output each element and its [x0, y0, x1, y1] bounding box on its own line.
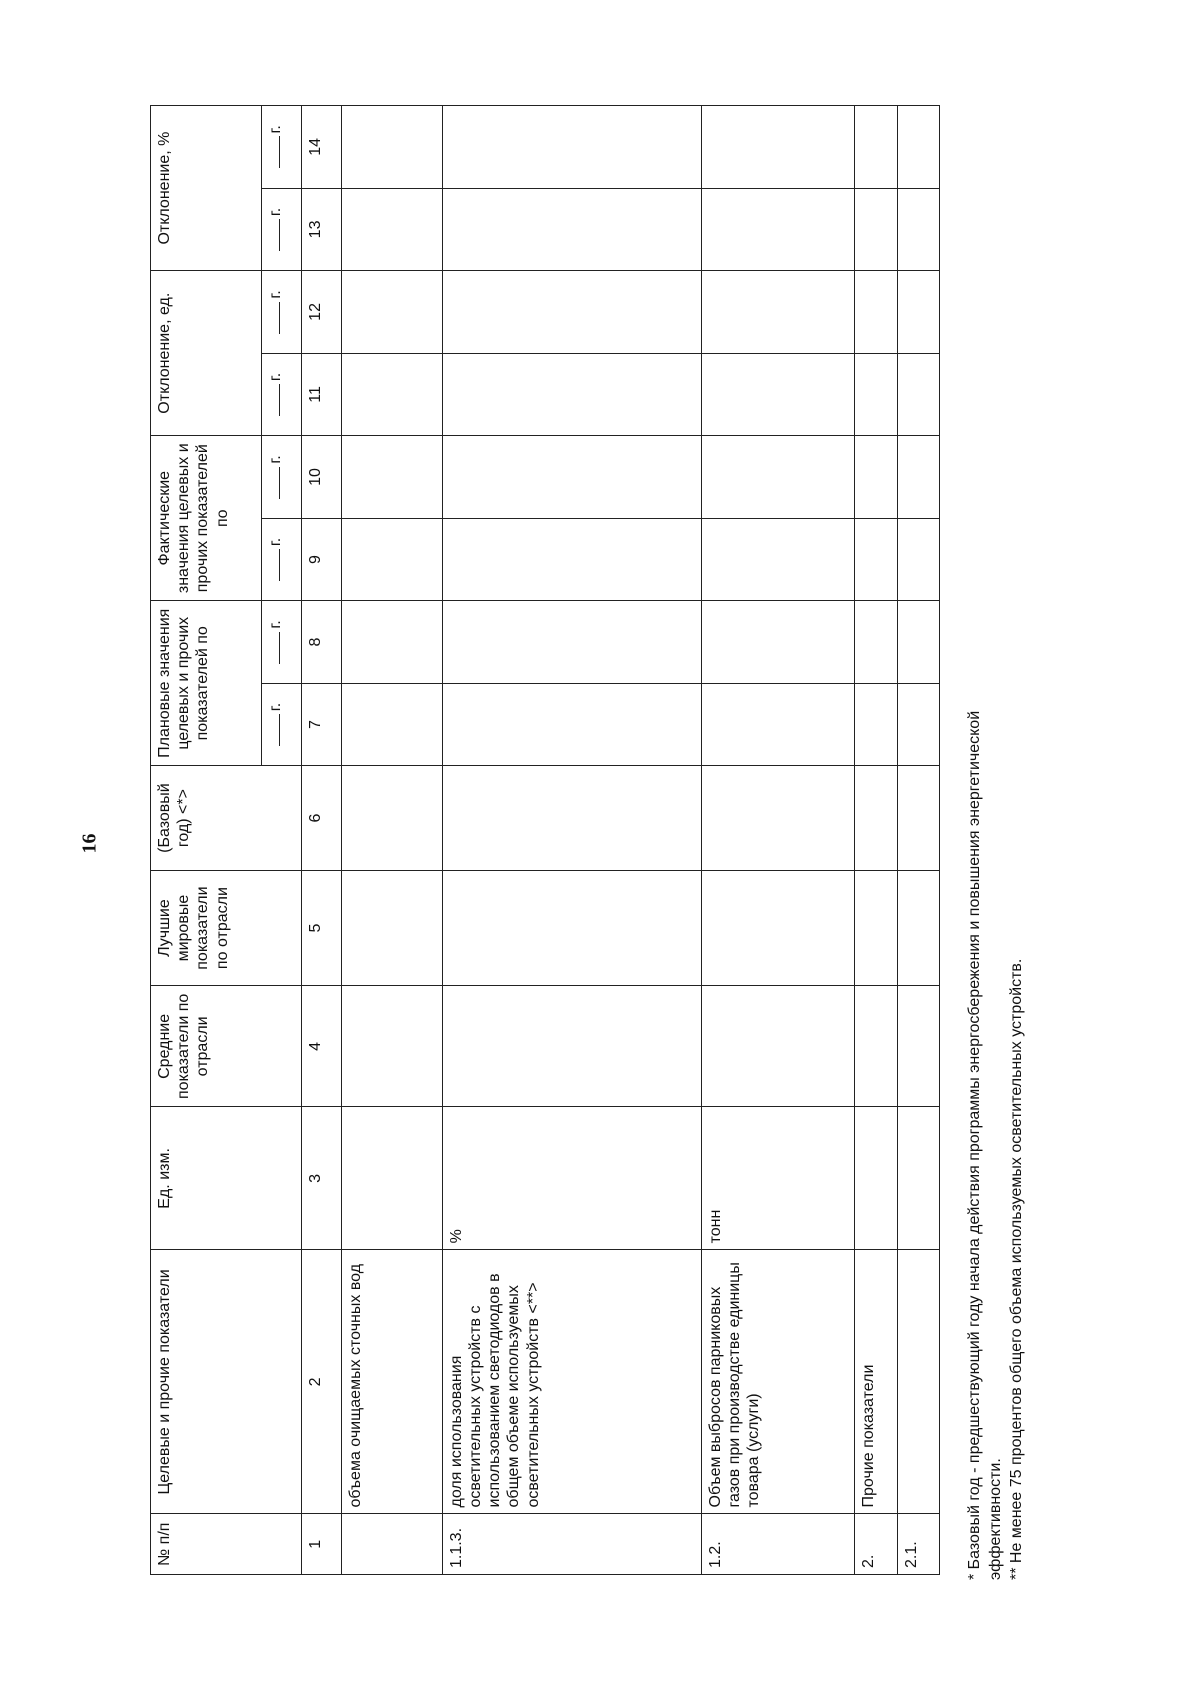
- table-row: [442, 106, 701, 1575]
- table-row: [897, 106, 939, 1575]
- header-deviation-percent: Отклонение, %: [151, 106, 262, 271]
- header-indicators: Целевые и прочие показатели: [151, 1250, 302, 1514]
- year-cell: г.: [262, 601, 302, 684]
- table-row: [702, 106, 855, 1575]
- row-name: объема очищаемых сточных вод: [342, 1250, 442, 1514]
- header-best: Лучшие мировые показатели по отрасли: [151, 870, 302, 986]
- row-unit: [855, 1107, 897, 1250]
- year-cell: г.: [262, 436, 302, 519]
- header-base-year: (Базовый год) <*>: [151, 766, 302, 871]
- year-cell: г.: [262, 353, 302, 436]
- column-number: 4: [302, 986, 342, 1107]
- column-number: 9: [302, 518, 342, 601]
- year-cell: г.: [262, 271, 302, 354]
- year-cell: г.: [262, 188, 302, 271]
- row-name: Объем выбросов парниковых газов при производстве единицы товара (услуги): [702, 1250, 855, 1514]
- header-actual: Фактические значения целевых и прочих показателей по: [151, 436, 262, 601]
- row-num: 2.: [855, 1514, 897, 1575]
- column-number: 13: [302, 188, 342, 271]
- row-name: Прочие показатели: [855, 1250, 897, 1514]
- footnotes: [965, 680, 1027, 1580]
- header-average: Средние показатели по отрасли: [151, 986, 302, 1107]
- column-number: 14: [302, 106, 342, 189]
- indicators-table: [150, 105, 940, 1575]
- column-number: 11: [302, 353, 342, 436]
- table-wrapper: [150, 105, 940, 1575]
- column-number: 6: [302, 766, 342, 871]
- table-row: [342, 106, 442, 1575]
- column-number: 10: [302, 436, 342, 519]
- row-unit: [897, 1107, 939, 1250]
- header-deviation-units: Отклонение, ед.: [151, 271, 262, 436]
- column-number: 5: [302, 870, 342, 986]
- header-unit: Ед. изм.: [151, 1107, 302, 1250]
- page-number: 16: [78, 833, 101, 854]
- row-unit: [342, 1107, 442, 1250]
- row-unit: %: [442, 1107, 701, 1250]
- footnote-led: ** Не менее 75 процентов общего объема используемых осветительных устройств.: [1007, 958, 1025, 1580]
- row-name: [897, 1250, 939, 1514]
- row-num: [342, 1514, 442, 1575]
- footnote-base-year: * Базовый год - предшествующий году начала действия программы энергосбережения и повышения энергетической эффективности.: [966, 710, 1004, 1580]
- row-num: 2.1.: [897, 1514, 939, 1575]
- column-number: 3: [302, 1107, 342, 1250]
- header-num: № п/п: [151, 1514, 302, 1575]
- row-name: доля использования осветительных устройств с использованием светодиодов в общем объеме используемых осветительных устройств <**>: [442, 1250, 701, 1514]
- column-number: 12: [302, 271, 342, 354]
- year-cell: г.: [262, 683, 302, 766]
- column-number: 7: [302, 683, 342, 766]
- year-cell: г.: [262, 106, 302, 189]
- row-num: 1.1.3.: [442, 1514, 701, 1575]
- year-cell: г.: [262, 518, 302, 601]
- header-planned: Плановые значения целевых и прочих показателей по: [151, 601, 262, 766]
- column-number: 1: [302, 1514, 342, 1575]
- row-unit: тонн: [702, 1107, 855, 1250]
- row-num: 1.2.: [702, 1514, 855, 1575]
- column-number: 2: [302, 1250, 342, 1514]
- column-number: 8: [302, 601, 342, 684]
- table-row: [855, 106, 897, 1575]
